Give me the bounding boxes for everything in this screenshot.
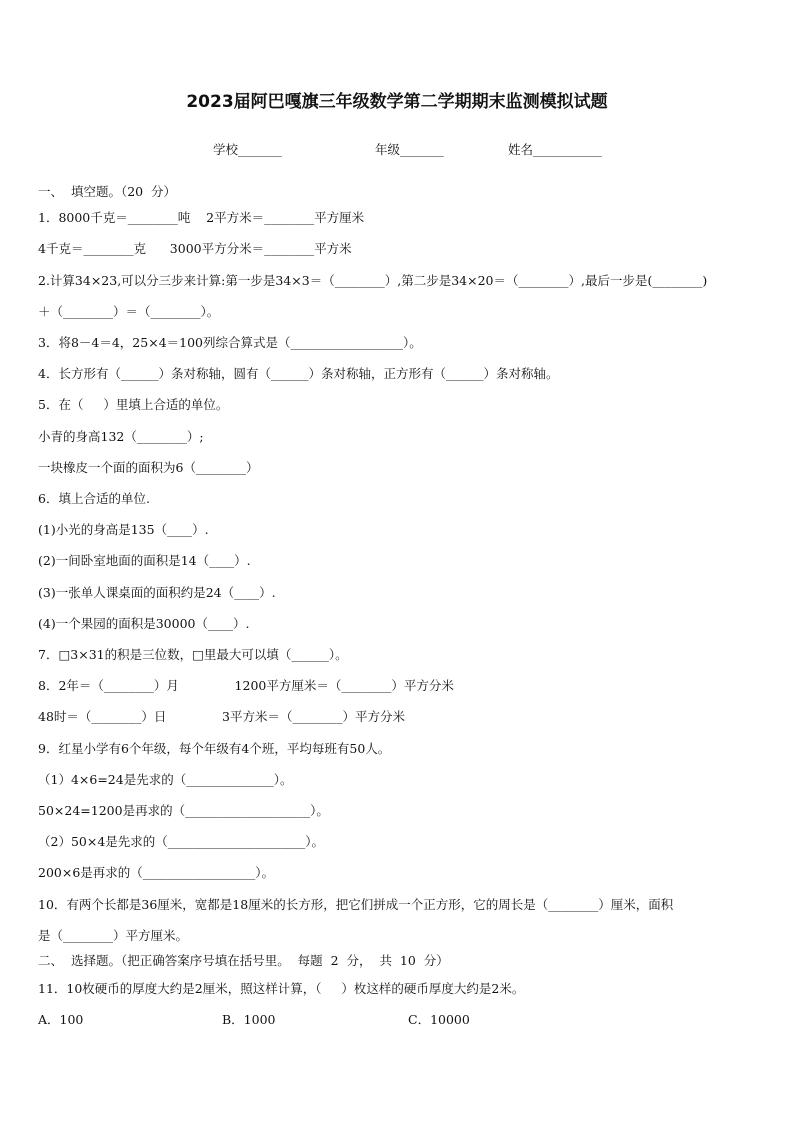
option-b: B．1000 <box>222 1012 276 1027</box>
question-line: (2)一间卧室地面的面积是14（____）. <box>38 553 251 568</box>
question-line: (3)一张单人课桌面的面积约是24（____）. <box>38 585 276 600</box>
section-fill-in-header: 一、 填空题。（20 分） <box>38 184 177 199</box>
question-line: 6．填上合适的单位. <box>38 491 150 506</box>
question-line: 是（________）平方厘米。 <box>38 928 189 943</box>
grade-field: 年级_______ <box>375 142 444 157</box>
question-line: 1．8000千克＝________吨 2平方米＝________平方厘米 <box>38 210 365 225</box>
question-line: （2）50×4是先求的（______________________）。 <box>38 834 325 849</box>
question-line: 一块橡皮一个面的面积为6（________） <box>38 460 259 475</box>
question-line: 50×24=1200是再求的（____________________）。 <box>38 803 329 818</box>
question-line: 10．有两个长都是36厘米，宽都是18厘米的长方形，把它们拼成一个正方形，它的周长是（________）厘米，面积 <box>38 897 674 912</box>
question-line: (4)一个果园的面积是30000（____）. <box>38 616 250 631</box>
option-c: C．10000 <box>408 1012 470 1027</box>
question-line: 4．长方形有（______）条对称轴，圆有（______）条对称轴，正方形有（______）条对称轴。 <box>38 366 559 381</box>
section-choice-header: 二、 选择题。（把正确答案序号填在括号里。 每题 2 分， 共 10 分） <box>38 953 449 968</box>
question-line: 7．□3×31的积是三位数，□里最大可以填（______）。 <box>38 647 348 662</box>
question-line: (1)小光的身高是135（____）. <box>38 522 209 537</box>
question-line: 200×6是再求的（__________________）。 <box>38 865 275 880</box>
question-line: 48时＝（________）日 3平方米＝（________）平方分米 <box>38 709 405 724</box>
question-line: 11．10枚硬币的厚度大约是2厘米，照这样计算，（ ）枚这样的硬币厚度大约是2米。 <box>38 981 525 996</box>
question-line: （1）4×6=24是先求的（______________）。 <box>38 772 293 787</box>
question-line: 5．在（ ）里填上合适的单位。 <box>38 397 229 412</box>
school-field: 学校_______ <box>213 142 282 157</box>
name-field: 姓名___________ <box>508 142 602 157</box>
question-line: 9．红星小学有6个年级，每个年级有4个班，平均每班有50人。 <box>38 741 391 756</box>
option-a: A．100 <box>38 1012 84 1027</box>
question-line: 小青的身高132（________）; <box>38 429 204 444</box>
question-line: 2.计算34×23,可以分三步来计算:第一步是34×3＝（________）,第二步是34×20＝（________）,最后一步是(________) <box>38 273 708 288</box>
page-title: 2023届阿巴嘎旗三年级数学第二学期期末监测模拟试题 <box>186 92 608 112</box>
question-line: 3．将8－4＝4，25×4＝100列综合算式是（__________________）。 <box>38 335 422 350</box>
question-line: 4千克＝________克 3000平方分米＝________平方米 <box>38 241 352 256</box>
question-line: 8．2年＝（________）月 1200平方厘米＝（________）平方分米 <box>38 678 454 693</box>
question-line: ＋（________）＝（________）。 <box>38 304 220 319</box>
